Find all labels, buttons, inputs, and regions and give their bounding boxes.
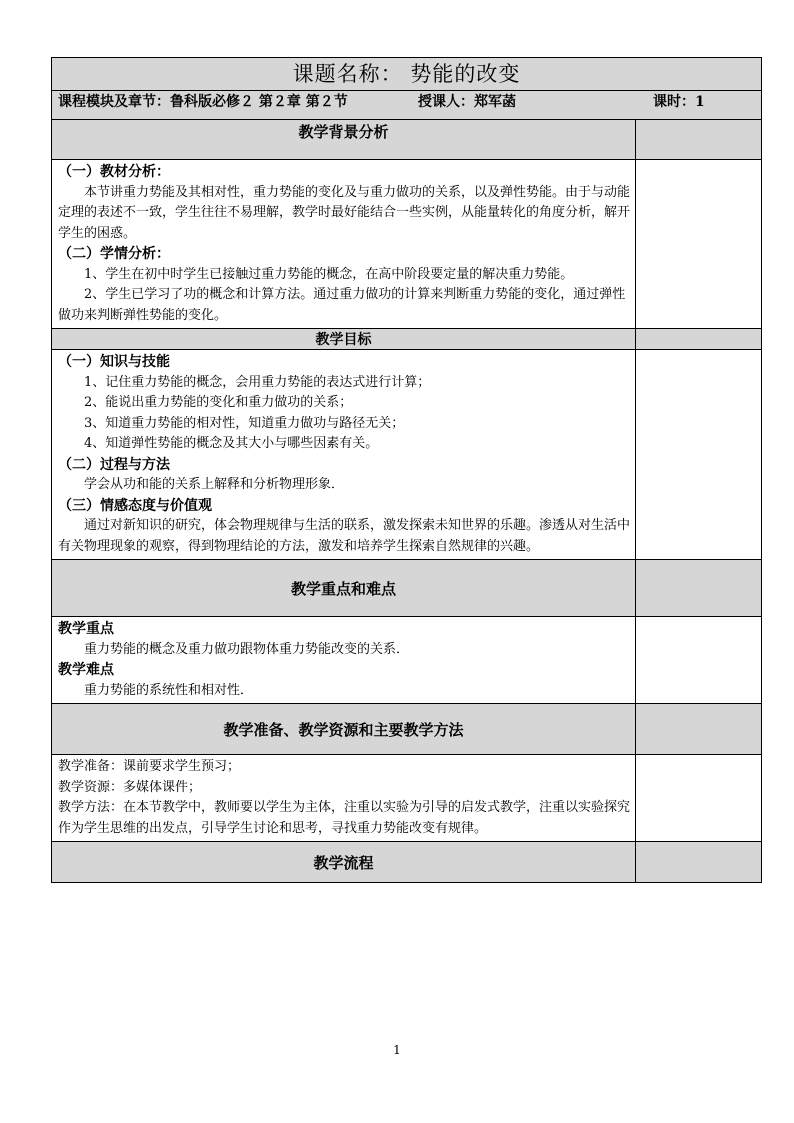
preparation-heading-row [52,704,762,755]
preparation-text: 教学准备：课前要求学生预习； [58,759,241,774]
emotion-values-text: 通过对新知识的研究，体会物理规律与生活的联系，激发探索未知世界的乐趣。渗透从对生活中有关物理现象的观察，得到物理结论的方法，激发和培养学生探索自然规律的兴趣。 [58,518,631,554]
goals-heading-row [52,329,762,350]
background-content-row [52,160,762,329]
preparation-heading-notes [636,704,762,755]
meta-row [52,91,762,120]
background-heading: 教学背景分析 [52,120,636,160]
keypoints-content-row [52,617,762,704]
class-hours: 课时：1 [653,94,705,110]
title-row [52,58,762,91]
process-heading-row [52,842,762,883]
process-heading: 教学流程 [52,842,636,883]
keypoints-content [52,617,635,703]
process-method-text: 学会从功和能的关系上解释和分析物理形象． [84,477,345,492]
methods-text: 教学方法：在本节教学中，教师要以学生为主体，注重以实验为引导的启发式教学，注重以实验探究作为学生思维的出发点，引导学生讨论和思考，寻找重力势能改变有规律。 [58,800,631,836]
preparation-notes [636,755,762,842]
knowledge-skills-title: （一）知识与技能 [58,354,170,370]
keypoints-notes [636,617,762,704]
goals-notes [636,350,762,560]
background-notes [636,160,762,329]
teacher-name: 授课人：郑军菡 [418,94,516,110]
goals-content-row [52,350,762,560]
focus-text: 重力势能的概念及重力做功跟物体重力势能改变的关系． [84,641,410,657]
background-heading-notes [636,120,762,160]
process-method-title: （二）过程与方法 [58,456,170,473]
goals-content [52,350,635,559]
difficulty-title: 教学难点 [58,662,114,678]
goals-heading: 教学目标 [52,329,636,350]
keypoints-heading: 教学重点和难点 [52,560,636,617]
knowledge-item: 3、知道重力势能的相对性，知道重力做功与路径无关； [84,415,405,431]
keypoints-heading-notes [636,560,762,617]
preparation-content [52,755,635,841]
student-analysis-item: 1、学生在初中时学生已接触过重力势能的概念，在高中阶段要定量的解决重力势能。 [84,266,574,282]
student-analysis-item: 2、学生已学习了功的概念和计算方法。通过重力做功的计算来判断重力势能的变化，通过弹性做功来判断弹性势能的变化。 [58,287,626,323]
lesson-plan-table [51,57,762,883]
page-number: 1 [393,1043,401,1057]
difficulty-text: 重力势能的系统性和相对性． [84,682,254,698]
lesson-plan-sheet [51,57,761,883]
knowledge-item: 4、知道弹性势能的概念及其大小与哪些因素有关。 [84,436,379,451]
course-module: 课程模块及章节：鲁科版必修２ 第２章 第２节 [58,94,348,110]
goals-heading-notes [636,329,762,350]
resources-text: 教学资源：多媒体课件； [58,779,202,795]
knowledge-item: 2、能说出重力势能的变化和重力做功的关系； [84,395,353,410]
background-content [52,160,635,328]
focus-title: 教学重点 [58,621,114,637]
knowledge-item: 1、记住重力势能的概念，会用重力势能的表达式进行计算； [84,374,431,390]
preparation-content-row [52,755,762,842]
background-heading-row [52,120,762,160]
material-analysis-text: 本节讲重力势能及其相对性，重力势能的变化及与重力做功的关系，以及弹性势能。由于与动能定理的表述不一致，学生往往不易理解，教学时最好能结合一些实例，从能量转化的角度分析，解开学生的困惑。 [58,184,631,241]
preparation-heading: 教学准备、教学资源和主要教学方法 [52,704,636,755]
student-analysis-title: （二）学情分析： [58,246,170,262]
material-analysis-title: （一）教材分析： [58,164,170,180]
lesson-title: 课题名称： 势能的改变 [52,58,762,91]
keypoints-heading-row [52,560,762,617]
emotion-values-title: （三）情感态度与价值观 [58,497,212,514]
process-heading-notes [636,842,762,883]
